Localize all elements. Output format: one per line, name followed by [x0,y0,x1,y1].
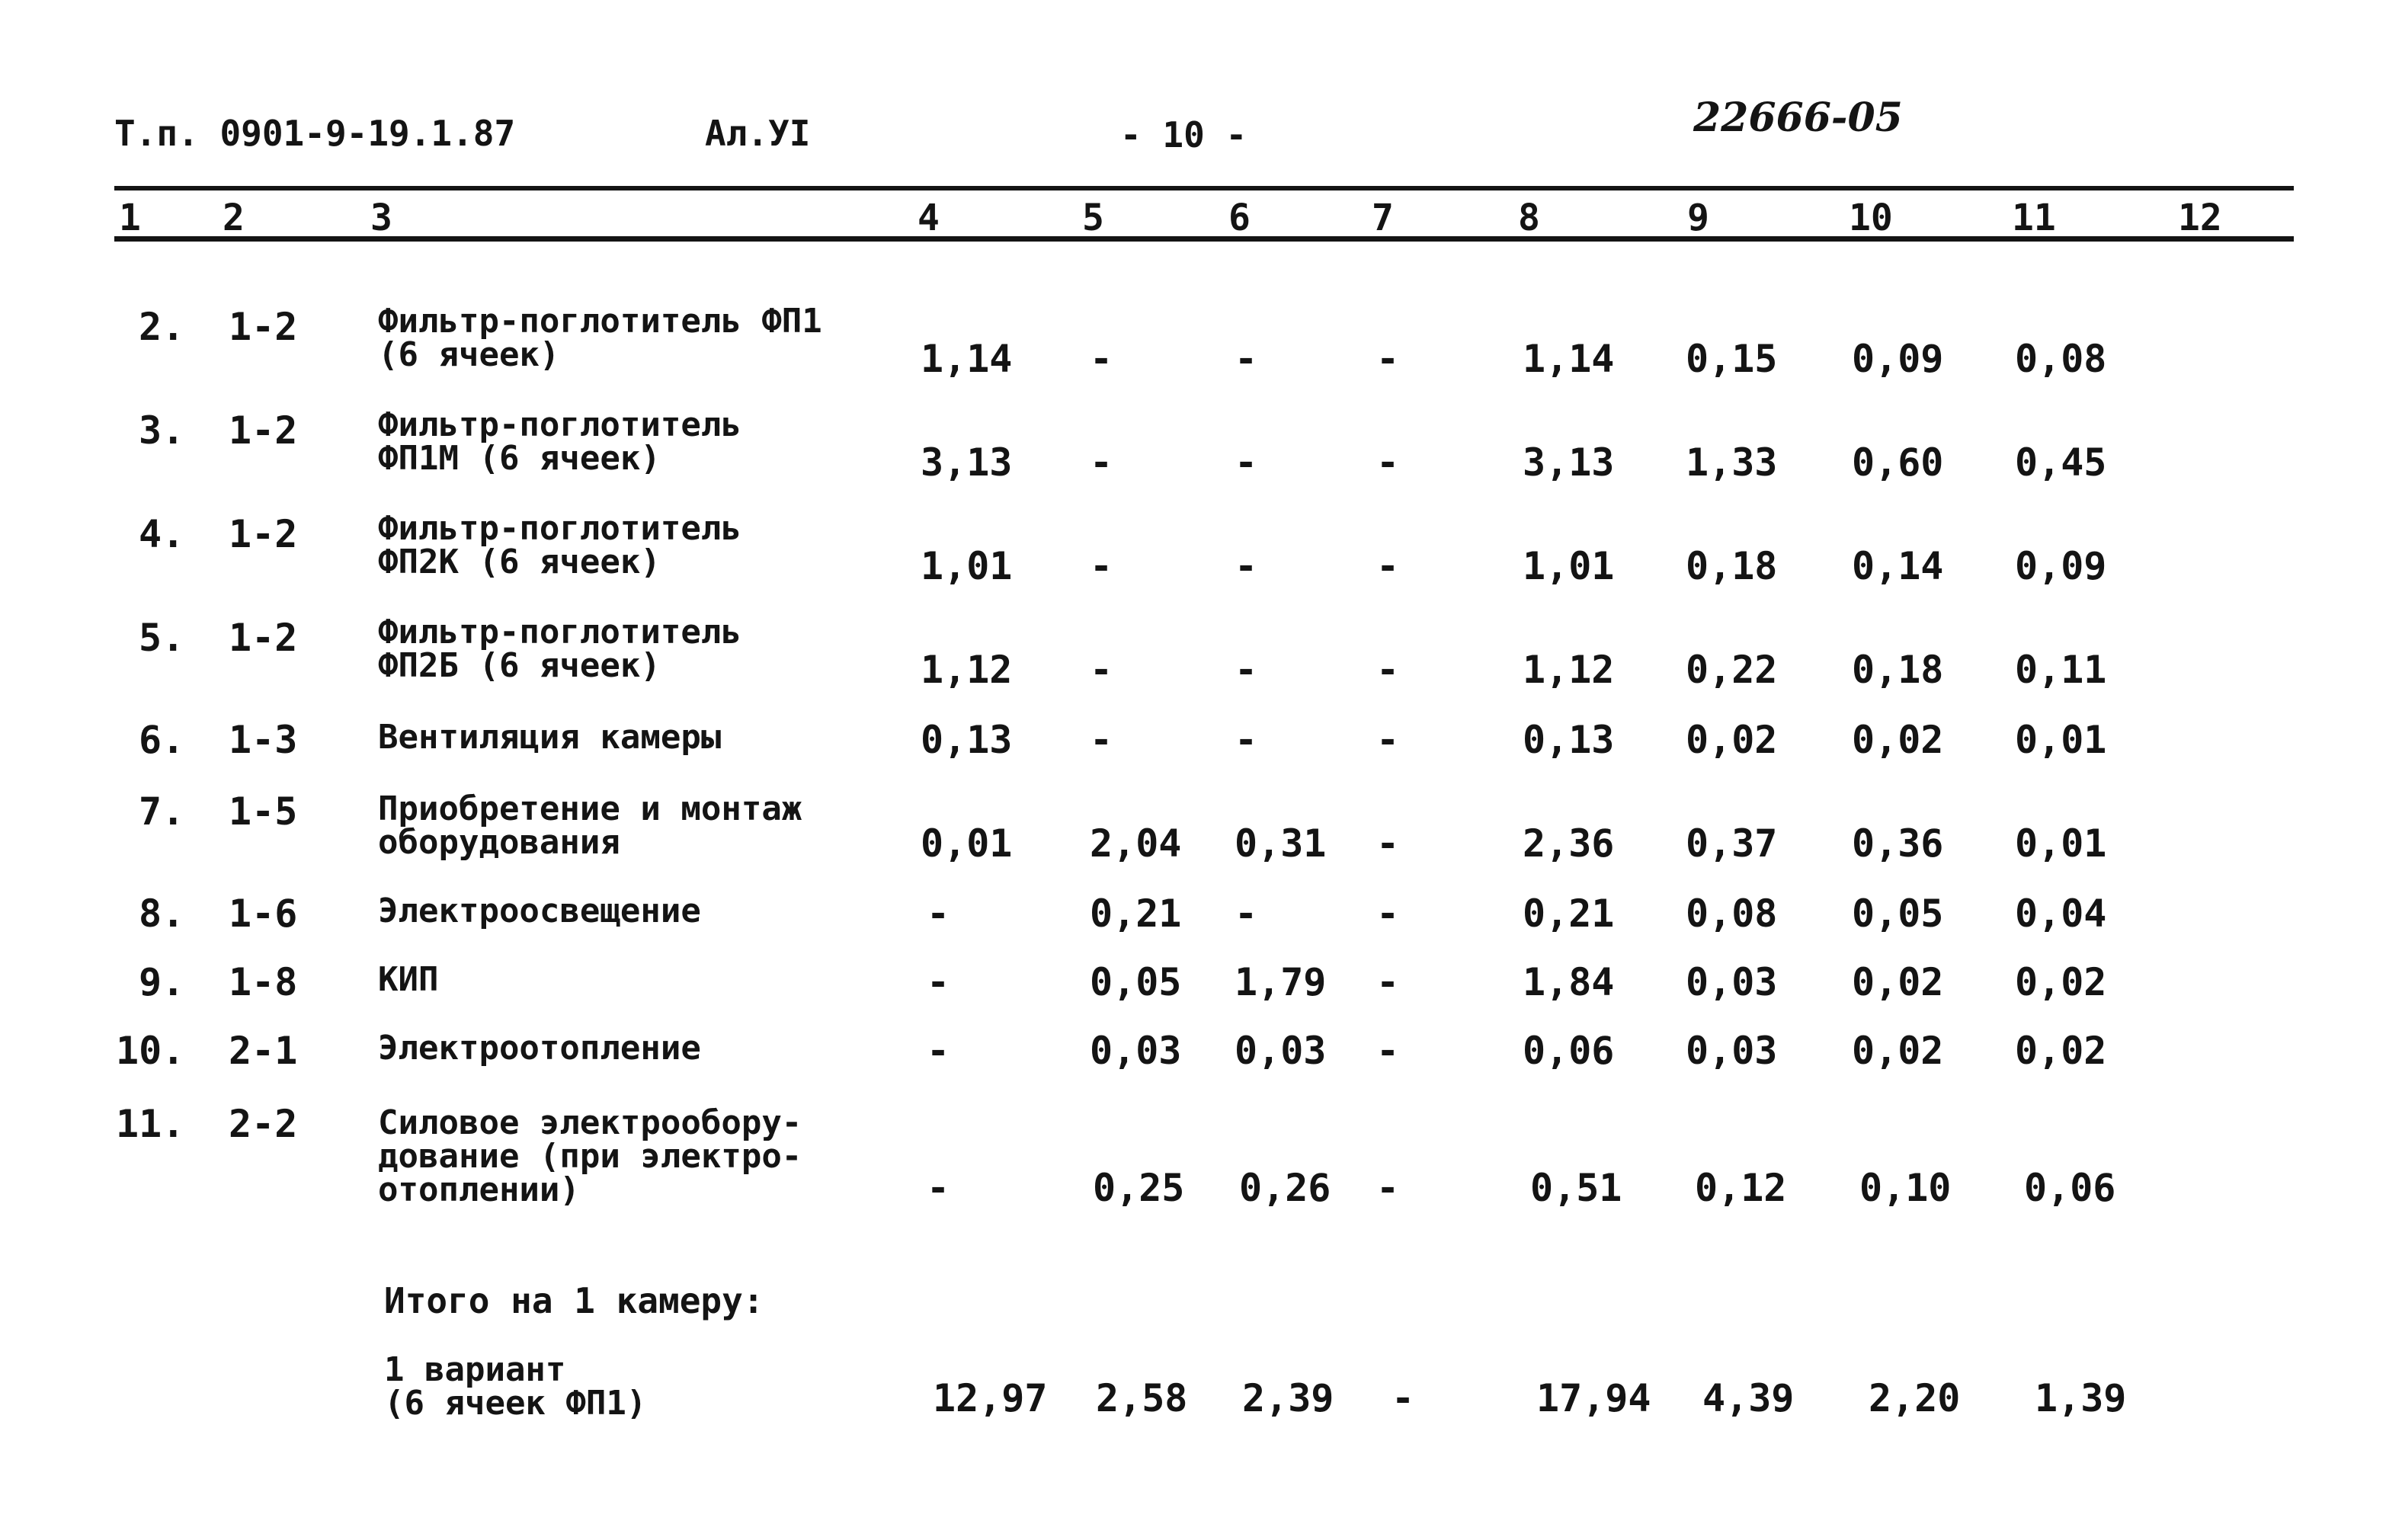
cell-col6: - [1235,718,1258,762]
cell-col5: - [1090,718,1113,762]
row-name: Приобретение и монтаж оборудования [378,789,802,862]
row-number: 6. [139,718,185,762]
cell-col11: 0,11 [2015,648,2107,692]
cell-col9: 0,22 [1686,648,1778,692]
cell-col9: 0,02 [1686,718,1778,762]
cell-col5: 0,25 [1093,1166,1185,1210]
row-number: 2. [139,305,185,349]
row-code: 2-2 [229,1102,298,1146]
column-number-1: 1 [119,197,141,239]
cell-col6: - [1235,440,1258,485]
cell-col11: 0,09 [2015,544,2107,588]
variant-name: 1 вариант (6 ячеек ФП1) [384,1350,647,1423]
cell-col10: 0,05 [1852,892,1944,936]
row-name: Силовое электрообору- дование (при электро- отоплении) [378,1103,802,1209]
cell-col5: - [1090,544,1113,588]
column-number-8: 8 [1518,197,1540,239]
row-code: 1-3 [229,718,298,762]
header-rule-top [114,186,2294,190]
cell-col10: 2,20 [1869,1376,1961,1420]
cell-col10: 0,60 [1852,440,1944,485]
column-number-7: 7 [1372,197,1394,239]
cell-col5: - [1090,337,1113,381]
cell-col7: - [1376,648,1400,692]
cell-col8: 0,51 [1530,1166,1622,1210]
cell-col8: 1,01 [1523,544,1615,588]
row-code: 1-2 [229,305,298,349]
cell-col9: 0,08 [1686,892,1778,936]
cell-col8: 2,36 [1523,821,1615,866]
cell-col11: 0,01 [2015,718,2107,762]
cell-col10: 0,18 [1852,648,1944,692]
cell-col4: - [927,960,950,1004]
cell-col8: 0,06 [1523,1029,1615,1073]
cell-col8: 0,21 [1523,892,1615,936]
cell-col6: 0,03 [1235,1029,1327,1073]
cell-col9: 0,37 [1686,821,1778,866]
cell-col11: 0,06 [2024,1166,2116,1210]
cell-col4: 1,14 [921,337,1013,381]
doc-code: Т.п. 0901-9-19.1.87 [114,113,516,154]
cell-col10: 0,09 [1852,337,1944,381]
row-number: 11. [116,1102,185,1146]
row-number: 8. [139,892,185,936]
cell-col9: 0,03 [1686,960,1778,1004]
row-code: 1-2 [229,408,298,453]
cell-col4: 1,12 [921,648,1013,692]
cell-col7: - [1376,544,1400,588]
cell-col7: - [1376,892,1400,936]
row-code: 1-8 [229,960,298,1004]
cell-col10: 0,02 [1852,1029,1944,1073]
cell-col6: 0,31 [1235,821,1327,866]
column-number-4: 4 [918,197,940,239]
row-name: Фильтр-поглотитель ФП2К (6 ячеек) [378,509,741,581]
row-code: 2-1 [229,1029,298,1073]
column-number-3: 3 [370,197,392,239]
cell-col6: - [1235,892,1258,936]
cell-col5: 2,04 [1090,821,1182,866]
cell-col6: - [1235,648,1258,692]
column-number-5: 5 [1082,197,1104,239]
cell-col6: 1,79 [1235,960,1327,1004]
cell-col10: 0,02 [1852,718,1944,762]
row-number: 7. [139,789,185,834]
cell-col5: 0,05 [1090,960,1182,1004]
header-rule-bottom [114,236,2294,242]
cell-col7: - [1376,821,1400,866]
cell-col4: 12,97 [933,1376,1048,1420]
cell-col11: 0,08 [2015,337,2107,381]
cell-col8: 3,13 [1523,440,1615,485]
cell-col9: 4,39 [1702,1376,1795,1420]
cell-col7: - [1376,718,1400,762]
cell-col11: 0,04 [2015,892,2107,936]
row-code: 1-2 [229,616,298,660]
cell-col6: 2,39 [1242,1376,1334,1420]
cell-col10: 0,14 [1852,544,1944,588]
row-number: 5. [139,616,185,660]
inventory-number: 22666-05 [1693,94,1903,141]
album-label: Ал.УI [705,113,811,154]
cell-col7: - [1392,1376,1415,1420]
cell-col4: 0,13 [921,718,1013,762]
cell-col8: 1,14 [1523,337,1615,381]
cell-col6: 0,26 [1239,1166,1331,1210]
cell-col9: 0,12 [1695,1166,1787,1210]
row-number: 10. [116,1029,185,1073]
cell-col6: - [1235,544,1258,588]
row-number: 3. [139,408,185,453]
cell-col8: 17,94 [1536,1376,1651,1420]
cell-col11: 0,45 [2015,440,2107,485]
column-number-2: 2 [223,197,245,239]
cell-col11: 0,01 [2015,821,2107,866]
row-number: 4. [139,512,185,556]
cell-col4: - [927,892,950,936]
cell-col7: - [1376,337,1400,381]
cell-col10: 0,02 [1852,960,1944,1004]
cell-col4: - [927,1166,950,1210]
row-code: 1-5 [229,789,298,834]
cell-col4: 3,13 [921,440,1013,485]
row-number: 9. [139,960,185,1004]
column-number-6: 6 [1228,197,1251,239]
cell-col11: 1,39 [2035,1376,2127,1420]
cell-col11: 0,02 [2015,1029,2107,1073]
column-number-12: 12 [2178,197,2222,239]
page-number: - 10 - [1120,114,1247,155]
column-number-11: 11 [2012,197,2056,239]
row-name: Фильтр-поглотитель ФП1М (6 ячеек) [378,405,741,478]
row-name: Фильтр-поглотитель ФП1 (6 ячеек) [378,302,822,374]
cell-col7: - [1376,960,1400,1004]
cell-col8: 0,13 [1523,718,1615,762]
column-number-10: 10 [1849,197,1893,239]
cell-col5: 0,21 [1090,892,1182,936]
cell-col9: 1,33 [1686,440,1778,485]
cell-col9: 0,18 [1686,544,1778,588]
cell-col9: 0,15 [1686,337,1778,381]
cell-col7: - [1376,1166,1400,1210]
cell-col4: - [927,1029,950,1073]
cell-col10: 0,36 [1852,821,1944,866]
cell-col10: 0,10 [1859,1166,1952,1210]
cell-col8: 1,12 [1523,648,1615,692]
cell-col5: - [1090,648,1113,692]
row-code: 1-2 [229,512,298,556]
cell-col7: - [1376,1029,1400,1073]
cell-col6: - [1235,337,1258,381]
row-code: 1-6 [229,892,298,936]
row-name: Вентиляция камеры [378,718,722,757]
cell-col4: 1,01 [921,544,1013,588]
row-name: Электроотопление [378,1029,701,1068]
row-name: КИП [378,960,439,999]
total-label: Итого на 1 камеру: [384,1280,764,1321]
cell-col5: 2,58 [1096,1376,1188,1420]
cell-col9: 0,03 [1686,1029,1778,1073]
cell-col4: 0,01 [921,821,1013,866]
cell-col8: 1,84 [1523,960,1615,1004]
cell-col5: 0,03 [1090,1029,1182,1073]
column-number-9: 9 [1687,197,1709,239]
row-name: Фильтр-поглотитель ФП2Б (6 ячеек) [378,613,741,685]
cell-col11: 0,02 [2015,960,2107,1004]
cell-col7: - [1376,440,1400,485]
row-name: Электроосвещение [378,892,701,930]
cell-col5: - [1090,440,1113,485]
